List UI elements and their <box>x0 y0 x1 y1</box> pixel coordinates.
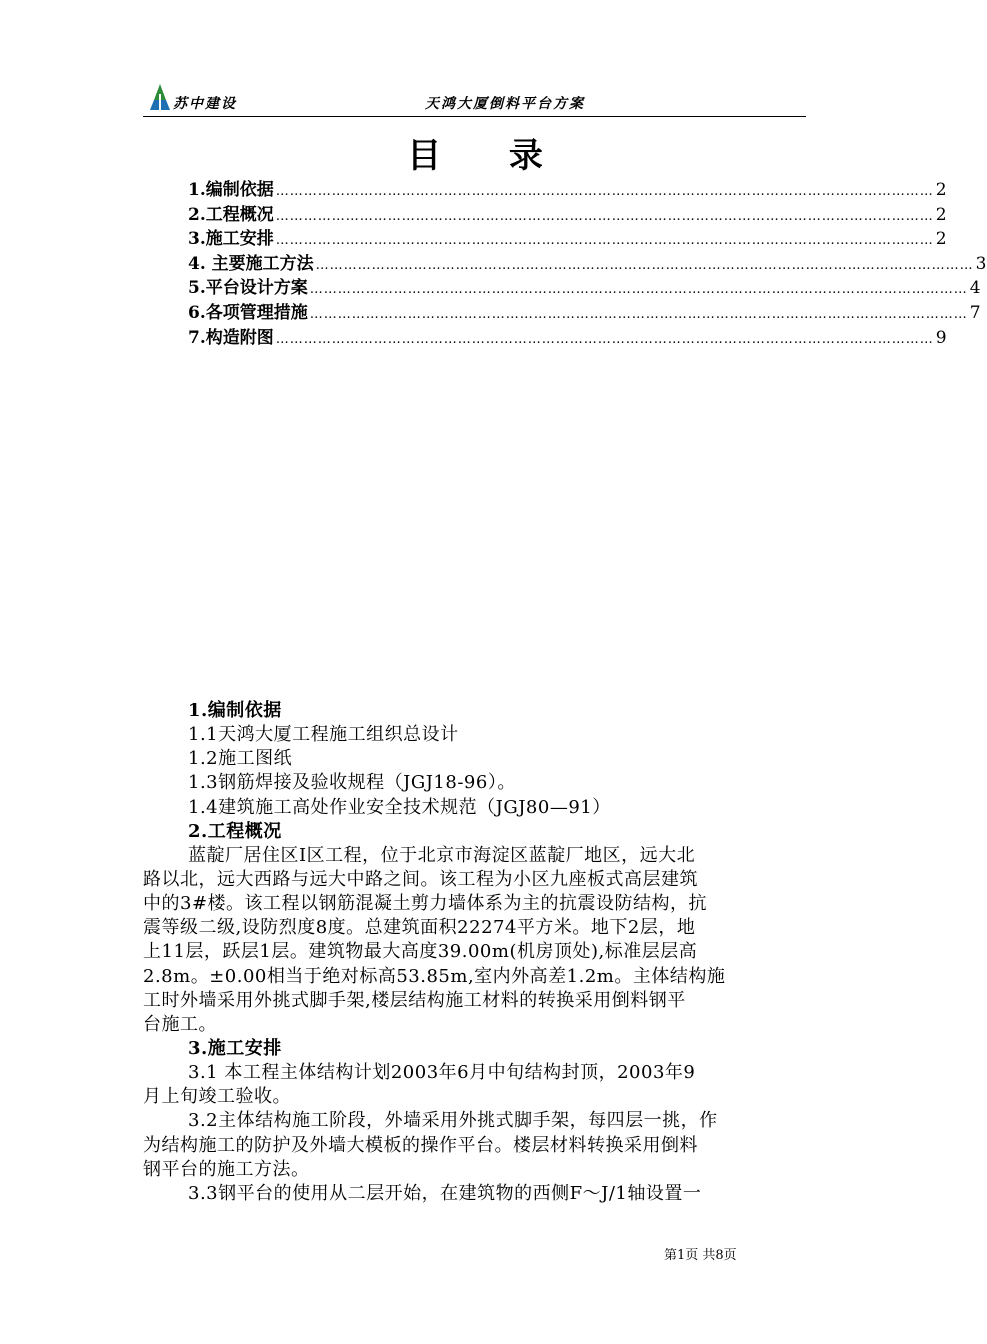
toc-entry-page: 3 <box>975 253 987 274</box>
toc-entry-page: 4 <box>969 278 981 299</box>
toc-leader: …………………………………………………………………………………………………………………………… <box>275 331 934 347</box>
paragraph-line: 路以北，远大西路与远大中路之间。该工程为小区九座板式高层建筑 <box>143 868 698 890</box>
company-logo-icon <box>149 82 171 112</box>
paragraph-line: 1.1天鸿大厦工程施工组织总设计 <box>188 724 459 746</box>
toc-entry-label: 6.各项管理措施 <box>188 302 308 323</box>
document-body <box>143 699 806 1206</box>
paragraph-line: 工时外墙采用外挑式脚手架,楼层结构施工材料的转换采用倒料钢平 <box>143 989 686 1011</box>
paragraph-line: 1.4建筑施工高处作业安全技术规范（JGJ80—91） <box>188 796 611 818</box>
paragraph-line: 震等级二级,设防烈度8度。总建筑面积22274平方米。地下2层，地 <box>143 917 696 939</box>
toc-entry-label: 7.构造附图 <box>188 327 274 348</box>
toc-entry-label: 5.平台设计方案 <box>188 278 308 299</box>
document-title: 天鸿大厦倒料平台方案 <box>425 96 585 112</box>
page-number: 第1页 共8页 <box>664 1248 737 1263</box>
paragraph-line: 台施工。 <box>143 1013 217 1035</box>
toc-entry-page: 7 <box>969 302 981 323</box>
paragraph-line: 为结构施工的防护及外墙大模板的操作平台。楼层材料转换采用倒料 <box>143 1134 698 1156</box>
toc-entry-label: 1.编制依据 <box>188 180 274 200</box>
toc-entry-label: 2.工程概况 <box>188 204 274 225</box>
toc-leader: …………………………………………………………………………………………………………………………… <box>275 184 934 199</box>
paragraph-line: 3.3钢平台的使用从二层开始，在建筑物的西侧F～J/1轴设置一 <box>188 1182 702 1204</box>
paragraph-line: 1.2施工图纸 <box>188 748 293 770</box>
toc-entry[interactable] <box>188 224 947 250</box>
paragraph-line: 中的3#楼。该工程以钢筋混凝土剪力墙体系为主的抗震设防结构，抗 <box>143 893 708 915</box>
paragraph-line: 3.2主体结构施工阶段，外墙采用外挑式脚手架，每四层一挑，作 <box>188 1110 718 1132</box>
paragraph-line: 钢平台的施工方法。 <box>143 1158 310 1180</box>
toc-entry[interactable] <box>188 249 987 274</box>
section-heading: 1.编制依据 <box>188 700 282 721</box>
toc-entry-page: 2 <box>935 229 947 250</box>
section-heading: 3.施工安排 <box>188 1037 282 1059</box>
toc-entry[interactable] <box>188 273 981 299</box>
toc-entry[interactable] <box>188 200 947 225</box>
toc-entry-page: 2 <box>935 180 947 200</box>
paragraph-line: 蓝靛厂居住区Ⅰ区工程，位于北京市海淀区蓝靛厂地区，远大北 <box>188 844 696 866</box>
toc-entry-page: 2 <box>935 204 947 225</box>
paragraph-line: 月上旬竣工验收。 <box>143 1086 291 1108</box>
toc-leader: …………………………………………………………………………………………………………………………… <box>309 282 968 298</box>
toc-entry-page: 9 <box>935 327 947 348</box>
toc-leader: …………………………………………………………………………………………………………………………… <box>315 257 974 273</box>
toc-heading: 目 录 <box>407 136 571 176</box>
paragraph-line: 2.8m。±0.00相当于绝对标高53.85m,室内外高差1.2m。主体结构施 <box>143 965 726 987</box>
paragraph-line: 1.3钢筋焊接及验收规程（JGJ18-96）。 <box>188 772 516 794</box>
company-name: 苏中建设 <box>173 96 237 112</box>
section-heading: 2.工程概况 <box>188 820 282 842</box>
table-of-contents <box>188 175 987 348</box>
toc-entry[interactable] <box>188 323 947 348</box>
toc-entry[interactable] <box>188 175 947 200</box>
toc-leader: …………………………………………………………………………………………………………………………… <box>309 306 968 322</box>
page-header <box>143 82 806 117</box>
paragraph-line: 3.1 本工程主体结构计划2003年6月中旬结构封顶，2003年9 <box>188 1062 696 1084</box>
toc-entry-label: 3.施工安排 <box>188 229 274 250</box>
toc-entry-label: 4. 主要施工方法 <box>188 253 314 274</box>
toc-leader: …………………………………………………………………………………………………………………………… <box>275 233 934 249</box>
toc-leader: …………………………………………………………………………………………………………………………… <box>275 208 934 224</box>
toc-entry[interactable] <box>188 298 981 323</box>
paragraph-line: 上11层，跃层1层。建筑物最大高度39.00m(机房顶处),标准层层高 <box>143 941 698 963</box>
